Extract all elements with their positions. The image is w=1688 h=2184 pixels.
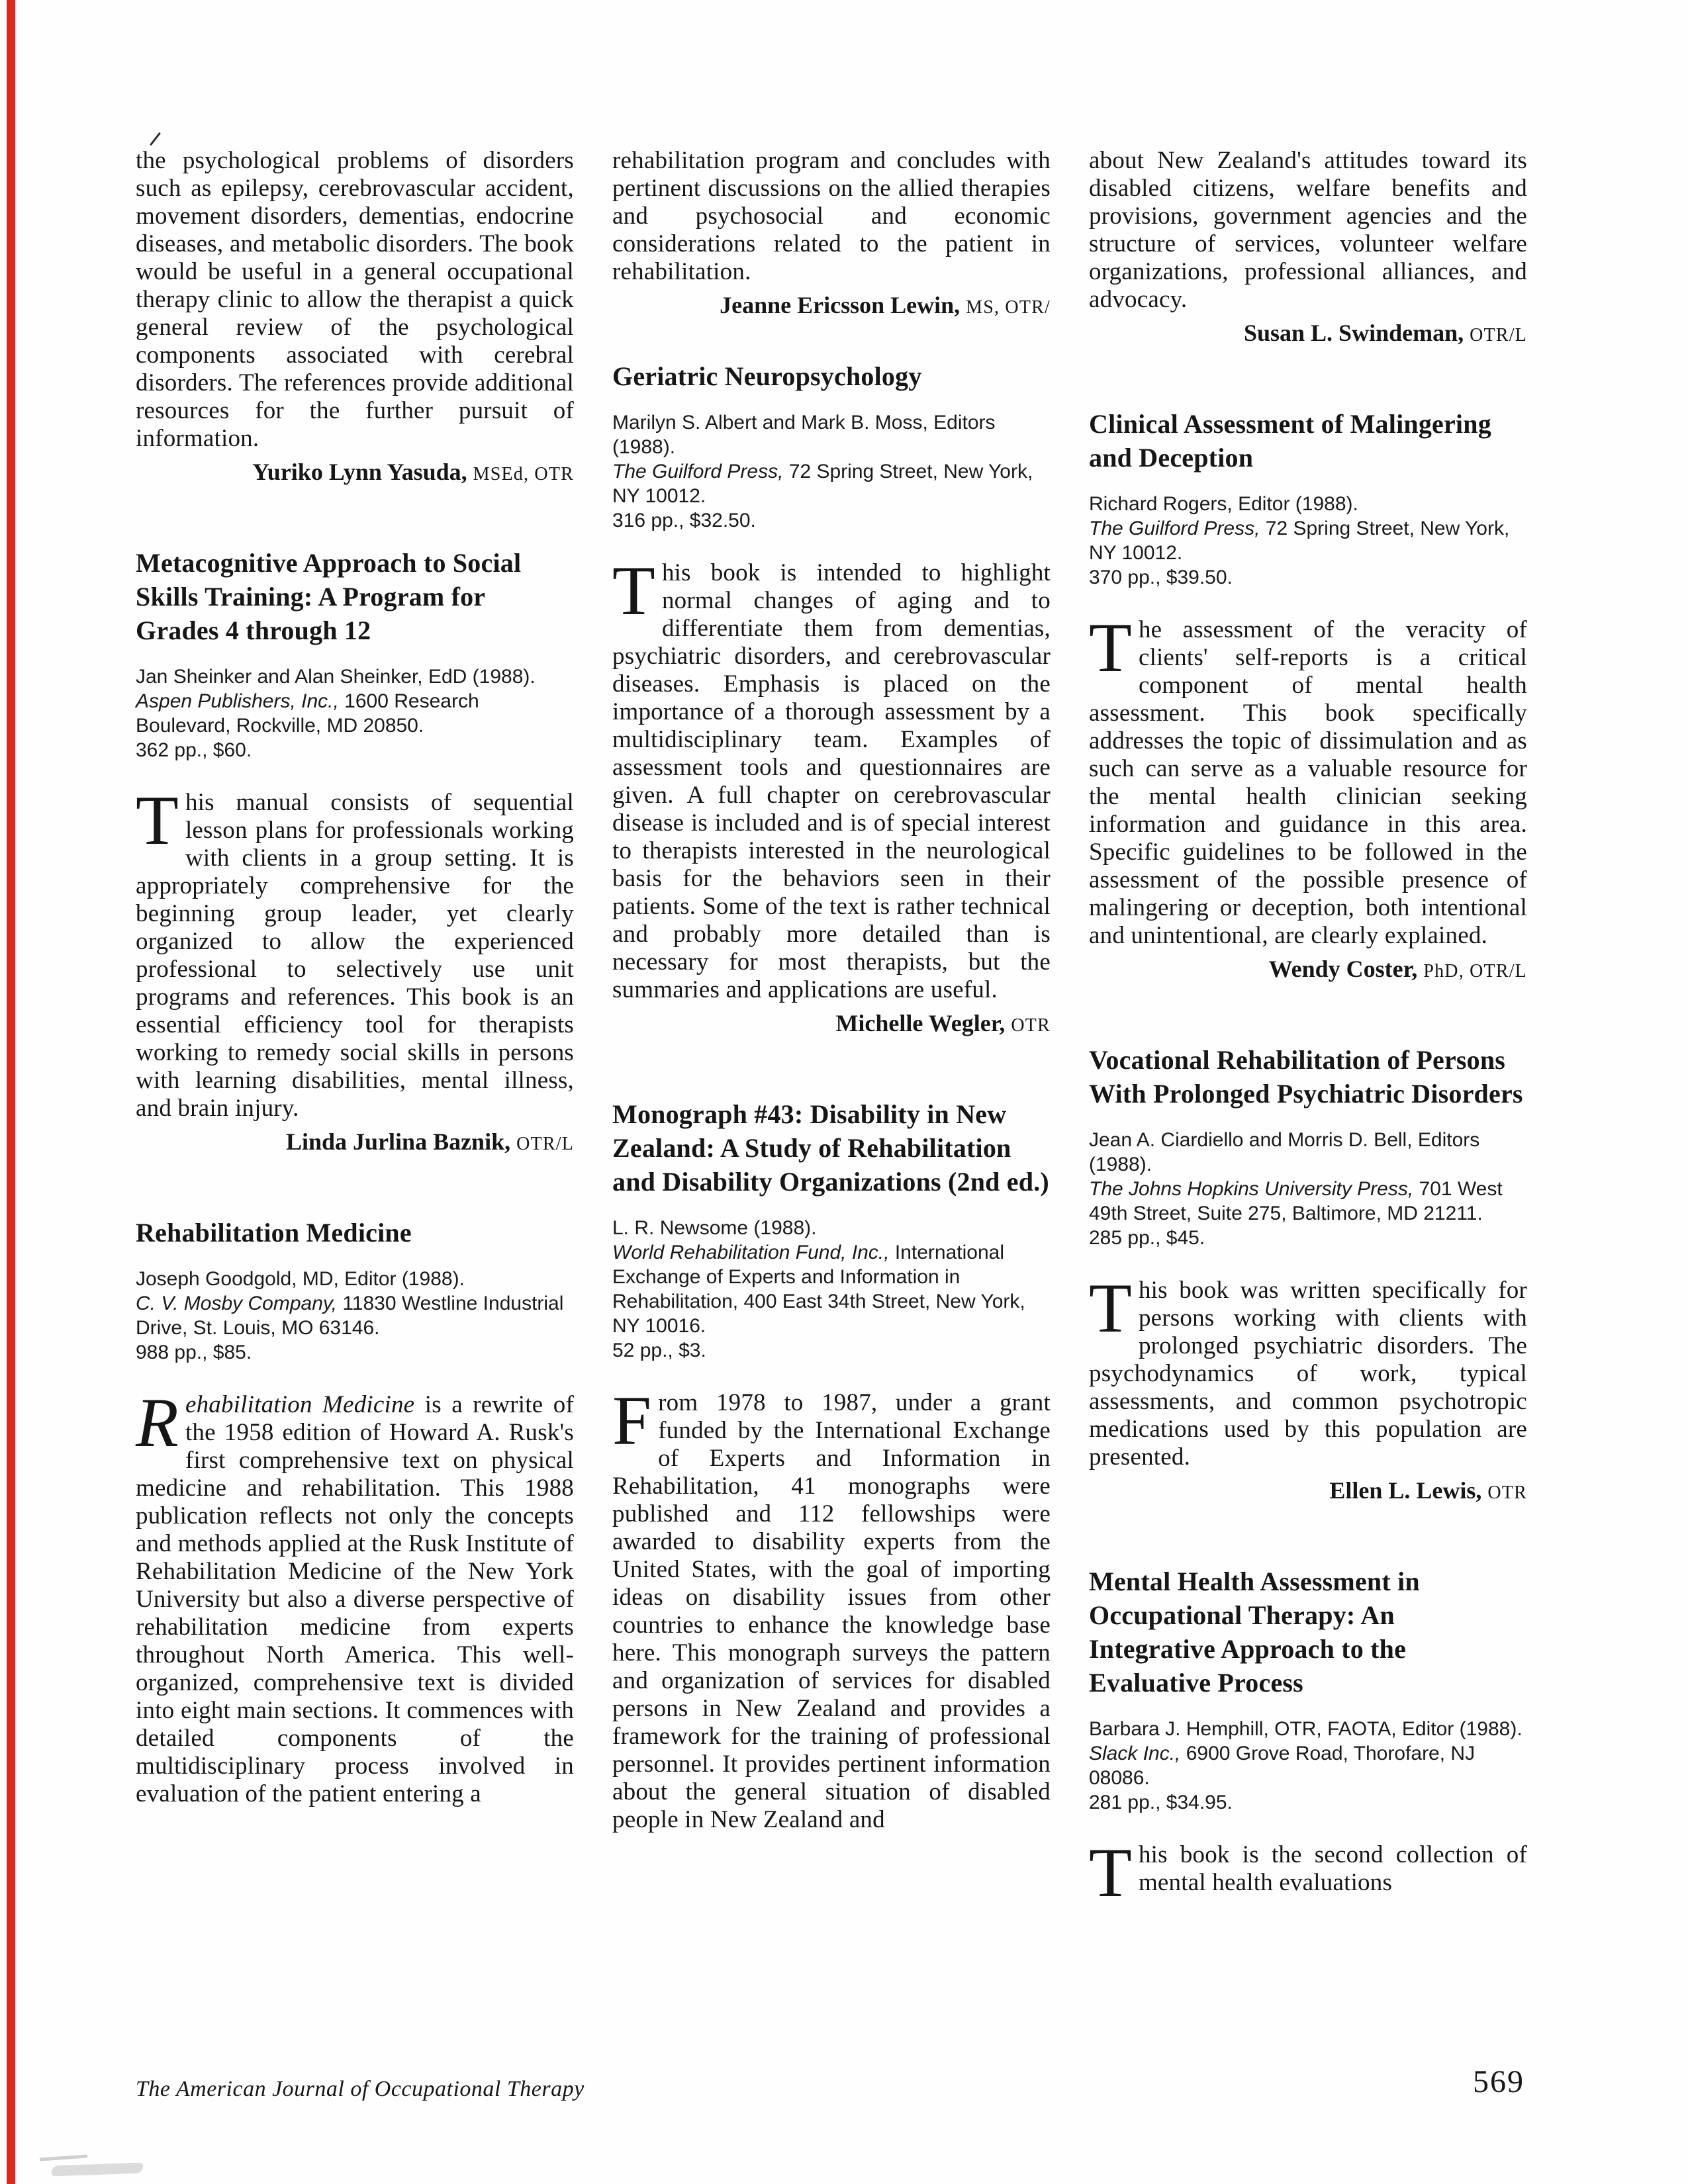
review-body: rom 1978 to 1987, under a grant funded by the International Exchange of Experts and Information in Rehabilitation, 41 monographs were published and 112 fellowships were awarded to disability experts from the United States, with the goal of importing ideas on disability issues from other countries to enhance the knowledge base here. This monograph surveys the pattern and organization of services for disabled persons in New Zealand and provides a framework for the training of professional personnel. It provides pertinent information about the general situation of disabled people in New Zealand and — [612, 1389, 1051, 1833]
reviewer-byline — [1089, 318, 1527, 351]
drop-cap: T — [1089, 609, 1132, 686]
continued-review-text: rehabilitation program and concludes with pertinent discussions on the allied therapies and psychosocial and economic considerations related to the patient in rehabilitation. — [612, 147, 1051, 285]
review-body: his book was written specifically for persons working with clients with prolonged psychiatric disorders. The psychodynamics of work, typical assessments, and common psychotropic medications used by this population are presented. — [1089, 1277, 1527, 1471]
book-title: Rehabilitation Medicine — [136, 1218, 412, 1248]
reviewer-name: Linda Jurlina Baznik, — [285, 1128, 517, 1155]
author-line: L. R. Newsome (1988). — [612, 1217, 817, 1239]
publisher-name: World Rehabilitation Fund, Inc., — [612, 1242, 890, 1263]
reviewer-credentials: OTR — [1011, 1015, 1051, 1036]
review-text — [612, 1382, 1051, 1834]
reviewer-name: Jeanne Ericsson Lewin, — [720, 292, 966, 318]
red-binding-stripe — [7, 0, 15, 2184]
review-text — [136, 1384, 575, 1808]
publisher-name: Aspen Publishers, Inc., — [136, 690, 339, 712]
reviewer-credentials: MS, OTR/ — [966, 297, 1051, 318]
author-line: Jan Sheinker and Alan Sheinker, EdD (1988). — [136, 666, 536, 688]
reviewer-credentials: OTR/L — [1470, 325, 1527, 345]
publisher-name: The Johns Hopkins University Press, — [1089, 1178, 1414, 1200]
review-body: he assessment of the veracity of clients' self-reports is a critical component of mental health assessment. This book specifically addresses the topic of dissimulation and as such can serve as a valuable resource for the mental health clinician seeking information and guidance in this area. Specific guidelines to be followed in the assessment of the possible presence of malingering or deception, both intentional and unintentional, are clearly explained. — [1089, 616, 1527, 949]
pages-price: 988 pp., $85. — [136, 1342, 252, 1363]
pages-price: 316 pp., $32.50. — [612, 510, 756, 531]
reviewer-credentials: OTR — [1487, 1482, 1527, 1503]
drop-cap: T — [612, 552, 655, 629]
publication-info — [1089, 492, 1527, 590]
page-number: 569 — [1473, 2064, 1524, 2099]
reviewer-credentials: PhD, OTR/L — [1423, 961, 1527, 981]
publisher-line — [612, 1240, 1051, 1338]
reviewer-byline — [136, 1126, 574, 1160]
book-title: Mental Health Assessment in Occupational Therapy: An Integrative Approach to the Evaluative Process — [1089, 1567, 1420, 1698]
reviewer-byline — [1089, 1475, 1527, 1508]
publisher-line — [136, 689, 574, 738]
publication-info — [136, 664, 574, 762]
review-text — [1089, 1269, 1527, 1471]
scan-smudge — [40, 2154, 87, 2161]
drop-cap: T — [136, 782, 179, 859]
publisher-line — [1089, 1741, 1527, 1790]
publisher-name: C. V. Mosby Company, — [136, 1293, 337, 1314]
reviewer-byline — [612, 290, 1051, 323]
author-line: Marilyn S. Albert and Mark B. Moss, Editors (1988). — [612, 412, 996, 458]
review-text — [1089, 1834, 1527, 1911]
publisher-line — [1089, 516, 1527, 565]
publisher-name: Slack Inc., — [1089, 1743, 1181, 1764]
book-title: Metacognitive Approach to Social Skills Training: A Program for Grades 4 through 12 — [136, 548, 522, 645]
reviewer-name: Susan L. Swindeman, — [1243, 320, 1470, 346]
pages-price: 52 pp., $3. — [612, 1340, 706, 1361]
continued-review-text: the psychological problems of disorders such as epilepsy, cerebrovascular accident, movement disorders, dementias, endocrine diseases, and metabolic disorders. The book would be useful in a general occupational therapy clinic to allow the therapist a quick general review of the psychological components associated with cerebral disorders. The references provide additional resources for the further pursuit of information. — [136, 147, 574, 452]
drop-cap: R — [136, 1384, 179, 1461]
continued-review-text: about New Zealand's attitudes toward its disabled citizens, welfare benefits and provisions, government agencies and the structure of services, volunteer welfare organizations, professional alliances, and advocacy. — [1089, 147, 1527, 313]
publisher-address: 72 Spring Street, New York, NY 10012. — [612, 461, 1033, 507]
publisher-address: 1600 Research Boulevard, Rockville, MD 20850. — [136, 690, 479, 737]
stray-pen-mark — [150, 132, 161, 146]
review-body: his book is the second collection of mental health evaluations — [1138, 1841, 1527, 1896]
pages-price: 281 pp., $34.95. — [1089, 1792, 1233, 1813]
publisher-address: 701 West 49th Street, Suite 275, Baltimore, MD 21211. — [1089, 1178, 1503, 1224]
column-3 — [1089, 147, 1527, 1911]
publication-info — [1089, 1128, 1527, 1250]
drop-cap: T — [1089, 1834, 1132, 1911]
reviewer-byline — [612, 1008, 1051, 1041]
publisher-address: International Exchange of Experts and Information in Rehabilitation, 400 East 34th Street, New York, NY 10016. — [612, 1242, 1025, 1337]
review-body: his manual consists of sequential lesson plans for professionals working with clients in a group setting. It is appropriately comprehensive for the beginning group leader, yet clearly organized to allow the experienced professional to selectively use unit programs and references. This book is an essential efficiency tool for therapists working to remedy social skills in persons with learning disabilities, mental illness, and brain injury. — [136, 789, 574, 1122]
reviewer-name: Wendy Coster, — [1268, 956, 1424, 982]
review-text — [612, 552, 1051, 1004]
drop-cap: T — [1089, 1269, 1132, 1347]
review-italic-lead: ehabilitation Medicine — [185, 1391, 415, 1418]
author-line: Barbara J. Hemphill, OTR, FAOTA, Editor (1988). — [1089, 1718, 1523, 1740]
pages-price: 285 pp., $45. — [1089, 1227, 1205, 1249]
reviewer-byline — [136, 457, 574, 490]
publisher-address: 6900 Grove Road, Thorofare, NJ 08086. — [1089, 1743, 1476, 1789]
scan-smudge — [50, 2163, 145, 2177]
drop-cap: F — [612, 1382, 652, 1459]
author-line: Joseph Goodgold, MD, Editor (1988). — [136, 1268, 465, 1290]
book-title: Vocational Rehabilitation of Persons With Prolonged Psychiatric Disorders — [1089, 1045, 1523, 1109]
publisher-line — [136, 1291, 574, 1340]
review-body: is a rewrite of the 1958 edition of Howard A. Rusk's first comprehensive text on physical medicine and rehabilitation. This 1988 publication reflects not only the concepts and methods applied at the Rusk Institute of Rehabilitation Medicine of the New York University but also a diverse perspective of rehabilitation medicine from experts throughout North America. This well-organized, comprehensive text is divided into eight main sections. It commences with detailed components of the multidisciplinary process involved in evaluation of the patient entering a — [136, 1391, 575, 1807]
review-text — [136, 782, 574, 1122]
publication-info — [612, 410, 1051, 533]
publisher-line — [1089, 1177, 1527, 1226]
footer-journal-title: The American Journal of Occupational Therapy — [136, 2077, 585, 2101]
publisher-address: 11830 Westline Industrial Drive, St. Louis, MO 63146. — [136, 1293, 564, 1339]
book-title: Geriatric Neuropsychology — [612, 361, 922, 391]
review-text — [1089, 609, 1527, 950]
book-title: Monograph #43: Disability in New Zealand: A Study of Rehabilitation and Disability Organizations (2nd ed.) — [612, 1099, 1049, 1197]
publisher-name: The Guilford Press, — [1089, 518, 1260, 539]
review-body: his book is intended to highlight normal changes of aging and to differentiate them from dementias, psychiatric disorders, and cerebrovascular diseases. Emphasis is placed on the importance of a thorough assessment by a multidisciplinary team. Examples of assessment tools and questionnaires are given. A full chapter on cerebrovascular disease is included and is of special interest to therapists interested in the neurological basis for the behaviors seen in their patients. Some of the text is rather technical and probably more detailed than is necessary for most therapists, but the summaries and applications are useful. — [612, 559, 1051, 1003]
publication-info — [136, 1267, 574, 1365]
reviewer-credentials: MSEd, OTR — [473, 464, 574, 484]
publisher-address: 72 Spring Street, New York, NY 10012. — [1089, 518, 1510, 564]
column-2 — [612, 147, 1051, 1834]
publisher-name: The Guilford Press, — [612, 461, 784, 482]
publication-info — [612, 1216, 1051, 1363]
column-1 — [136, 147, 574, 1808]
publication-info — [1089, 1717, 1527, 1815]
book-title: Clinical Assessment of Malingering and Deception — [1089, 409, 1491, 473]
reviewer-name: Yuriko Lynn Yasuda, — [252, 459, 473, 485]
reviewer-credentials: OTR/L — [516, 1134, 574, 1154]
reviewer-name: Michelle Wegler, — [835, 1010, 1011, 1036]
author-line: Jean A. Ciardiello and Morris D. Bell, Editors (1988). — [1089, 1129, 1480, 1175]
pages-price: 370 pp., $39.50. — [1089, 567, 1233, 588]
reviewer-byline — [1089, 954, 1527, 987]
reviewer-name: Ellen L. Lewis, — [1329, 1477, 1488, 1504]
author-line: Richard Rogers, Editor (1988). — [1089, 493, 1358, 515]
pages-price: 362 pp., $60. — [136, 739, 252, 761]
publisher-line — [612, 459, 1051, 508]
